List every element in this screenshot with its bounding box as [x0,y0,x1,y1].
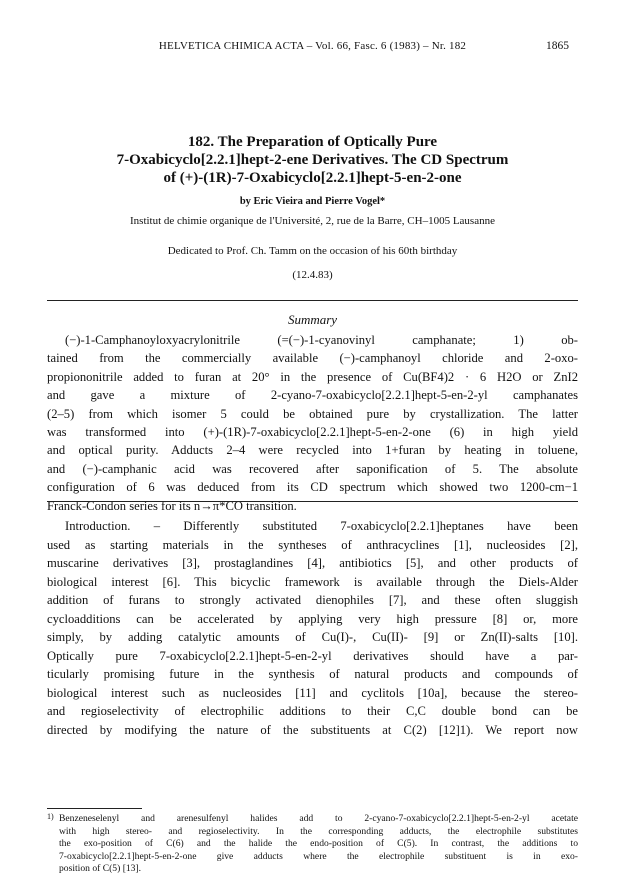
summary-bottom-rule [47,501,578,502]
article-title [60,133,565,187]
summary-line: Franck-Condon series for its n→π*CO transition. [47,498,297,513]
introduction-text [47,517,578,739]
summary-line: tained from the commercially available (−)-camphanoyl chloride and 2-oxo- [47,351,578,366]
footnote [47,813,578,876]
summary-line: (2–5) from which isomer 5 could be obtained pure by crystallization. The latter [47,406,578,421]
footnote-mark: 1) [47,812,54,821]
intro-line: biological interest such as nucleosides [11] and cyclitols [10a], because the stereo- [47,685,578,700]
footnote-rule [47,808,142,809]
footnote-line: the exo-position of C(6) and the halide the endo-position of C(5). In contrast, the additions to [59,838,578,850]
footnote-line: Benzeneselenyl and arenesulfenyl halides add to 2-cyano-7-oxabicyclo[2.2.1]hept-5-en-2-yl acetate [59,813,578,824]
title-line: 182. The Preparation of Optically Pure [187,134,438,150]
footnote-text [59,813,578,876]
intro-line: simply, by adding catalytic amounts of Cu(I)-, Cu(II)- [9] or Zn(II)-salts [10]. [47,630,578,644]
summary-line: and gave a mixture of 2-cyano-7-oxabicyclo[2.2.1]hept-5-en-2-yl camphanates [47,388,578,403]
summary-line: and (−)-camphanic acid was recovered after saponification of 5. The absolute [47,461,578,476]
footnote-line: 7-oxabicyclo[2.2.1]hept-5-en-2-one give adducts where the electrophile substituent is in exo- [59,850,578,862]
title-line: of (+)-(1R)-7-Oxabicyclo[2.2.1]hept-5-en-2-one [163,170,462,186]
summary-line: propiononitrile added to furan at 20° in the presence of Cu(BF4)2 · 6 H2O or ZnI2 [47,369,578,384]
intro-line: biological interest [6]. This bicyclic framework is available through the Diels-Alder [47,574,578,589]
footnote-line: with high stereo- and regioselectivity. In the corresponding adducts, the electrophile substitutes [59,825,578,837]
summary-line: configuration of 6 was deduced from its CD spectrum which showed two 1200-cm−1 [47,480,578,495]
summary-heading: Summary [287,312,338,327]
summary-line: (−)-1-Camphanoyloxyacrylonitrile (=(−)-1-cyanovinyl camphanate; 1) ob- [65,333,578,347]
dedication: Dedicated to Prof. Ch. Tamm on the occasion of his 60th birthday [167,245,458,257]
received-date: (12.4.83) [292,269,333,281]
running-head [0,40,625,56]
intro-line: Introduction. – Differently substituted 7-oxabicyclo[2.2.1]heptanes have been [65,519,578,533]
page-number: 1865 [546,40,569,52]
summary-line: was transformed into (+)-(1R)-7-oxabicyclo[2.2.1]hept-5-en-2-one (6) in high yield [47,425,578,440]
summary-top-rule [47,300,578,301]
intro-line: used as starting materials in the syntheses of anthracyclines [1], nucleosides [2], [47,537,578,552]
intro-line: and regioselectivity of electrophilic additions to their C,C double bond can be [47,704,578,718]
intro-line: directed by modifying the nature of the substituents at C(2) [12]1). We report now [47,722,578,737]
intro-line: muscarine derivatives [3], prostaglandines [4], antibiotics [5], and other products of [47,556,578,570]
intro-line: ticularly promising future in the synthesis of natural products and compounds of [47,667,578,681]
intro-line: Optically pure 7-oxabicyclo[2.2.1]hept-5-en-2-yl derivatives should have a par- [47,648,578,663]
institution: Institut de chimie organique de l'Université, 2, rue de la Barre, CH–1005 Lausanne [130,215,495,227]
title-line: 7-Oxabicyclo[2.2.1]hept-2-ene Derivatives. The CD Spectrum [116,152,509,168]
intro-line: cycloadditions can be accelerated by applying very high pressure [8] or, more [47,611,578,626]
footnote-line: position of C(5) [13]. [59,863,142,875]
summary-text [47,331,578,515]
summary-line: and optical purity. Adducts 2–4 were recycled into 1+furan by heating in toluene, [47,443,578,458]
authors: by Eric Vieira and Pierre Vogel* [239,196,386,207]
intro-line: addition of furans to strongly activated dienophiles [7], and these often sluggish [47,593,578,607]
running-head-journal: HELVETICA CHIMICA ACTA – Vol. 66, Fasc. 6 (1983) – Nr. 182 [158,40,467,52]
